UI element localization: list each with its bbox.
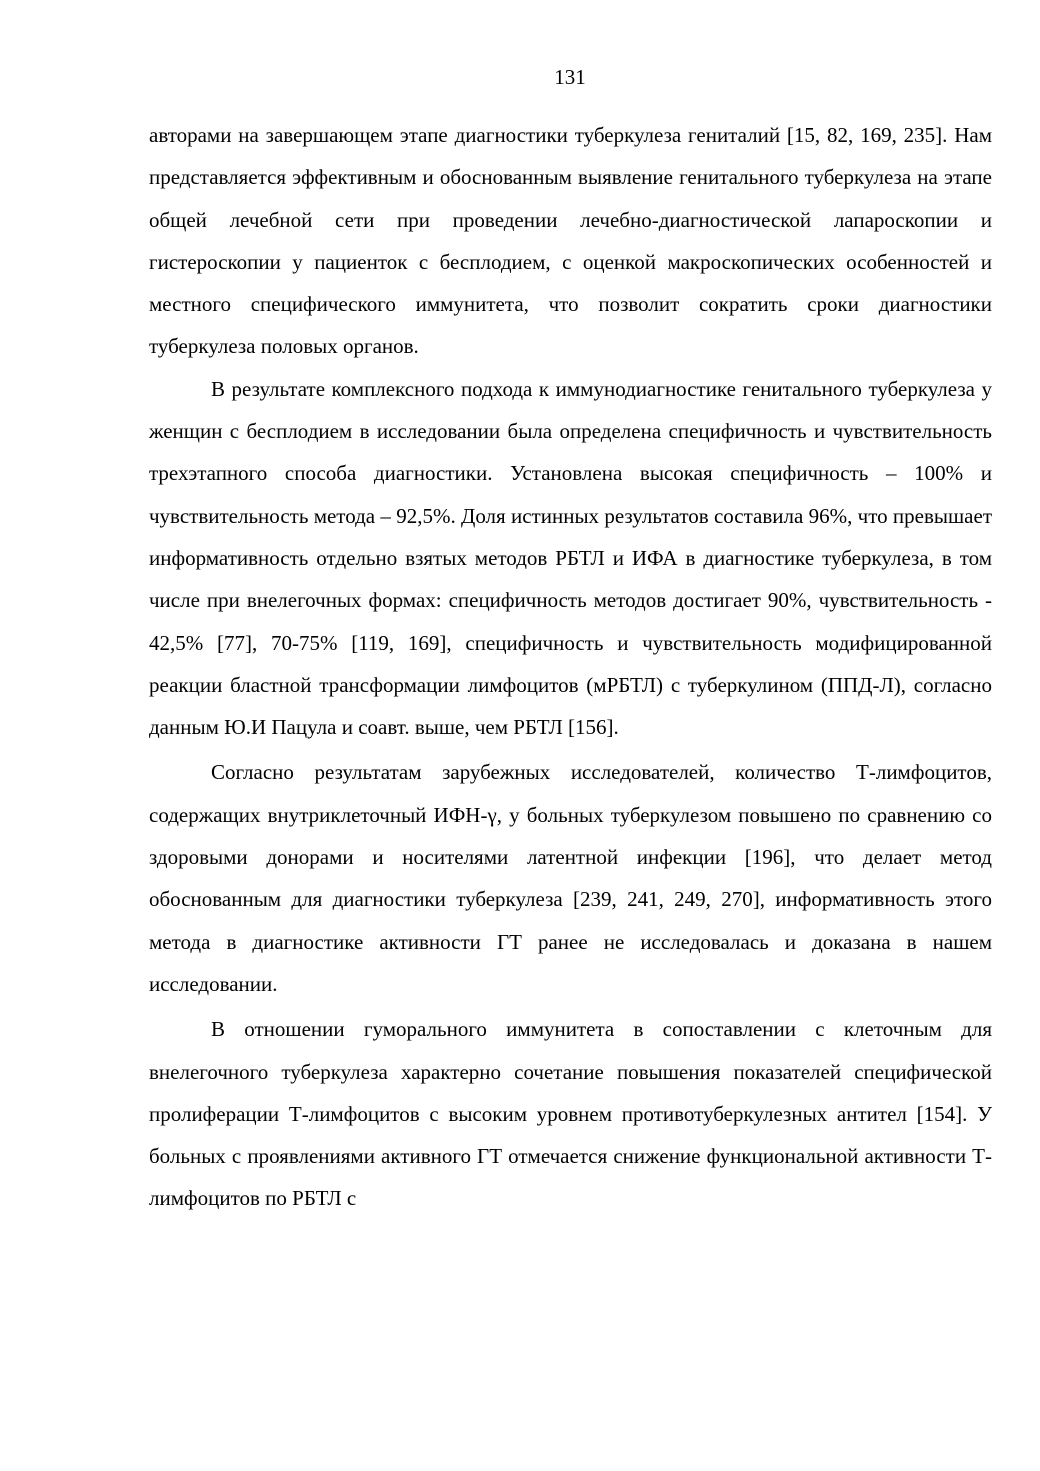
document-body xyxy=(149,114,992,1220)
paragraph-foreign-research: Согласно результатам зарубежных исследователей, количество Т-лимфоцитов, содержащих внутриклеточный ИФН-γ, у больных туберкулезом повышено по сравнению со здоровыми донорами и носителями латентной инфекции [196], что делает метод обоснованным для диагностики туберкулеза [239, 241, 249, 270], информативность этого метода в диагностике активности ГТ ранее не исследовалась и доказана в нашем исследовании. xyxy=(149,760,992,996)
paragraph-continuation: авторами на завершающем этапе диагностики туберкулеза гениталий [15, 82, 169, 235]. Нам представляется эффективным и обоснованным выявление генитального туберкулеза на этапе общей лечебной сети при проведении лечебно-диагностической лапароскопии и гистероскопии у пациенток с бесплодием, с оценкой макроскопических особенностей и местного специфического иммунитета, что позволит сократить сроки диагностики туберкулеза половых органов. xyxy=(149,123,992,359)
page-number: 131 xyxy=(554,65,586,89)
paragraph-complex-approach: В результате комплексного подхода к иммунодиагностике генитального туберкулеза у женщин с бесплодием в исследовании была определена специфичность и чувствительность трехэтапного способа диагностики. Установлена высокая специфичность – 100% и чувствительность метода – 92,5%. Доля истинных результатов составила 96%, что превышает информативность отдельно взятых методов РБТЛ и ИФА в диагностике туберкулеза, в том числе при внелегочных формах: специфичность методов достигает 90%, чувствительность - 42,5% [77], 70-75% [119, 169], специфичность и чувствительность модифицированной реакции бластной трансформации лимфоцитов (мРБТЛ) с туберкулином (ППД-Л), согласно данным Ю.И Пацула и соавт. выше, чем РБТЛ [156]. xyxy=(149,376,992,740)
paragraph-humoral-immunity: В отношении гуморального иммунитета в сопоставлении с клеточным для внелегочного туберкулеза характерно сочетание повышения показателей специфической пролиферации Т-лимфоцитов с высоким уровнем противотуберкулезных антител [154]. У больных с проявлениями активного ГТ отмечается снижение функциональной активности Т-лимфоцитов по РБТЛ с xyxy=(149,1017,992,1211)
